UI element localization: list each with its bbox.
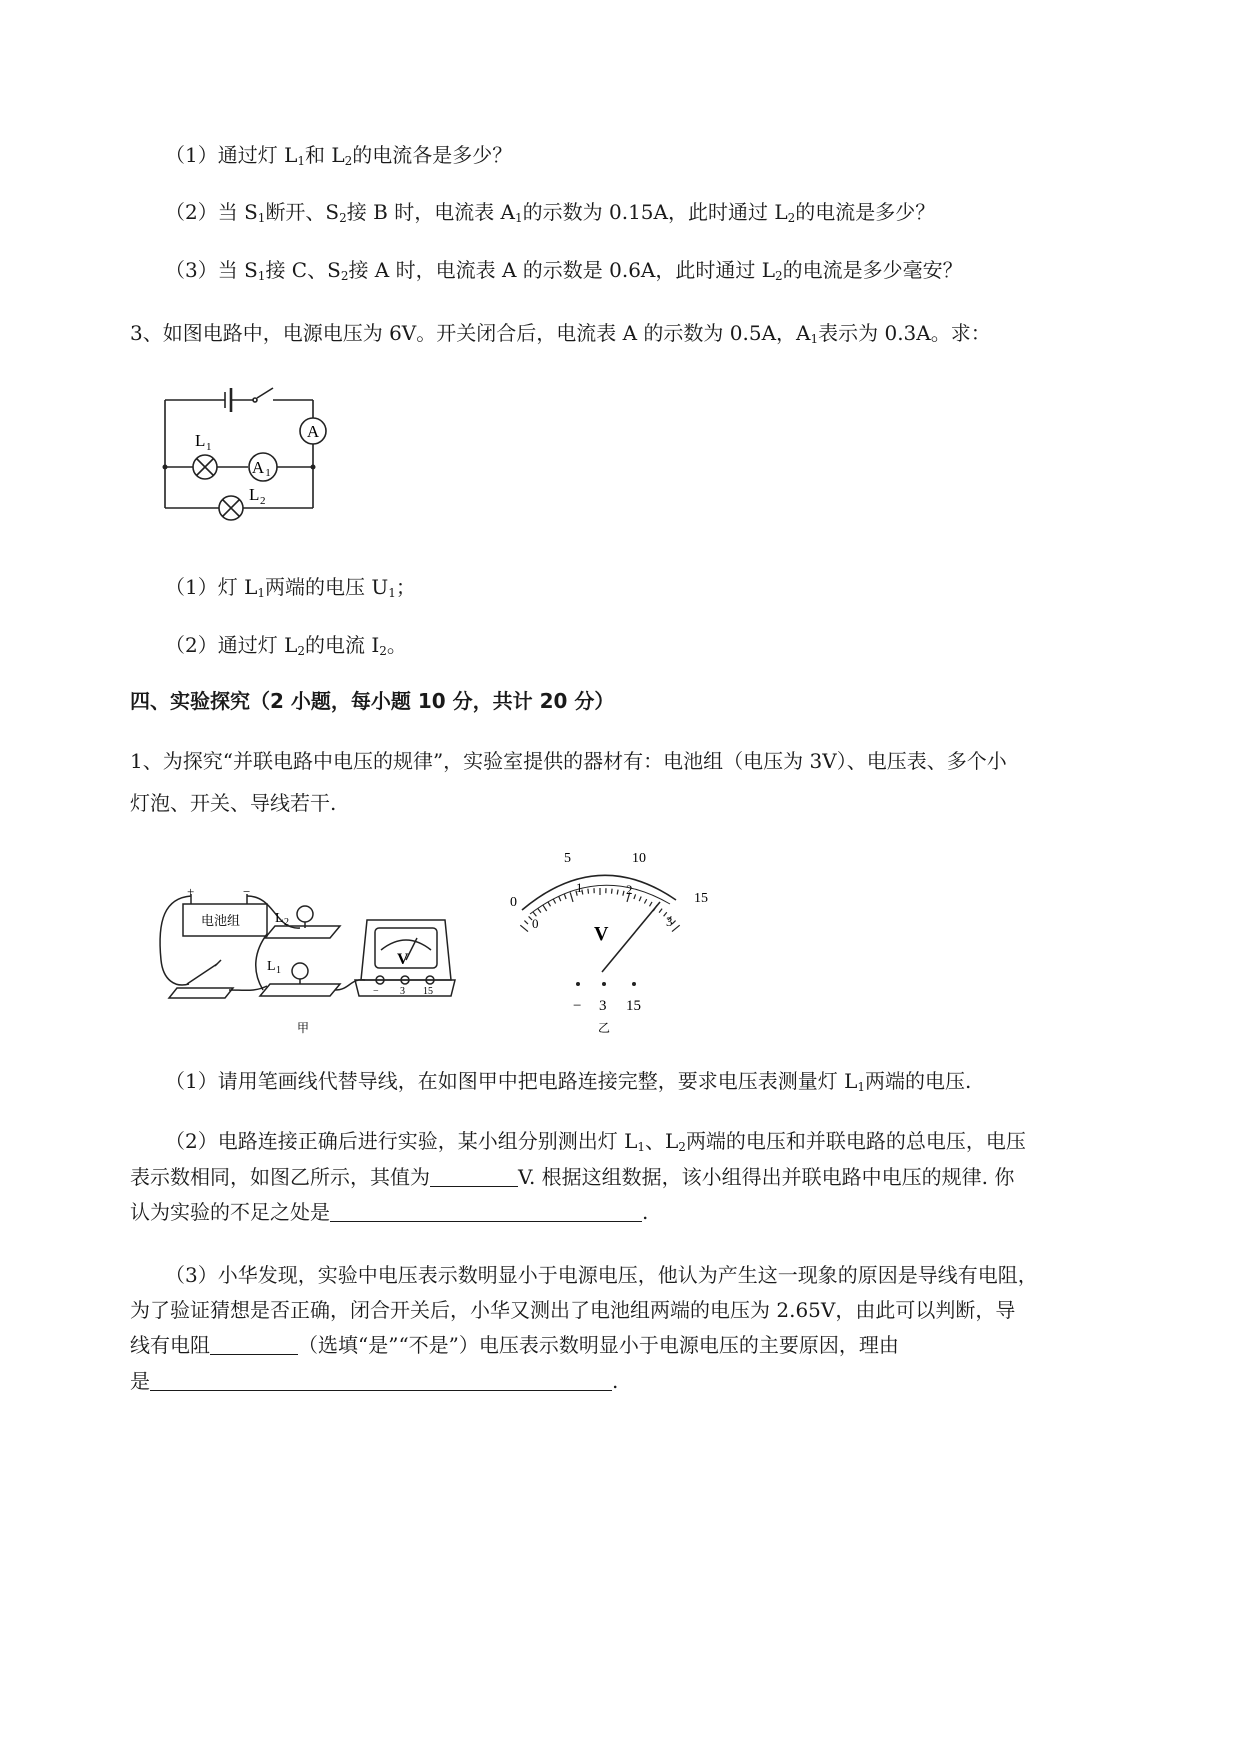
answer-blank-reason[interactable] <box>150 1370 612 1391</box>
exp1-part3-line3 <box>130 1332 899 1358</box>
dial-tick-mark <box>524 921 528 925</box>
text: 接 C、S <box>265 258 341 282</box>
text: （选填“是”“不是”）电压表示数明显小于电源电压的主要原因，理由 <box>298 1333 899 1357</box>
text: . <box>612 1369 619 1393</box>
text: 的电流是多少？ <box>795 200 936 224</box>
subscript: 2 <box>775 269 783 283</box>
dial-tick-mark <box>672 925 680 931</box>
text: 两端的电压 U <box>265 575 389 599</box>
text: 接 B 时，电流表 A <box>346 200 515 224</box>
text: 表示数相同，如图乙所示，其值为 <box>130 1165 430 1189</box>
subscript: 1 <box>810 332 819 346</box>
text: 的电流各是多少？ <box>352 143 513 167</box>
text: 表示为 0.3A。求： <box>818 321 991 345</box>
inner-tick-2: 2 <box>626 882 633 897</box>
outer-tick-15: 15 <box>694 891 708 906</box>
outer-tick-5: 5 <box>564 851 571 866</box>
dial-tick-mark <box>570 892 573 902</box>
terminal-15-label: 15 <box>423 986 433 997</box>
inner-tick-3: 3 <box>666 914 673 929</box>
outer-tick-0: 0 <box>510 895 517 910</box>
q3-part2 <box>165 632 407 658</box>
text: （2）当 S <box>165 200 258 224</box>
lamp-l1-sub: 1 <box>276 965 281 976</box>
dial-tick-mark <box>634 894 636 899</box>
subscript: 2 <box>678 1140 686 1154</box>
battery-plus-label: + <box>187 884 195 899</box>
dial-tick-mark <box>617 890 618 895</box>
dial-tick-mark <box>553 899 555 903</box>
text: （2）电路连接正确后进行实验，某小组分别测出灯 L <box>165 1129 638 1153</box>
text: （2）通过灯 L <box>165 633 298 657</box>
exp1-figure-a <box>155 880 465 1040</box>
text: 的示数为 0.15A，此时通过 L <box>522 200 788 224</box>
text: 断开、S <box>265 200 340 224</box>
text: 认为实验的不足之处是 <box>130 1200 330 1224</box>
figure-b-caption: 乙 <box>598 1021 611 1035</box>
battery-minus-label: − <box>243 884 251 899</box>
subscript: 1 <box>637 1140 646 1154</box>
text: V. 根据这组数据，该小组得出并联电路中电压的规律. 你 <box>518 1165 1015 1189</box>
lamp-l1-base-icon <box>260 984 340 996</box>
exp1-part1 <box>165 1068 971 1094</box>
text: 两端的电压和并联电路的总电压，电压 <box>685 1129 1026 1153</box>
q2-part1 <box>165 142 512 168</box>
section-heading: 四、实验探究（2 小题，每小题 10 分，共计 20 分） <box>130 689 615 713</box>
battery-label: 电池组 <box>201 913 241 928</box>
dial-tick-mark <box>538 909 541 913</box>
exp1-stem-line1: 1、为探究“并联电路中电压的规律”，实验室提供的器材有：电池组（电压为 3V）、电压表、多个小 <box>130 749 1007 773</box>
dial-tick-mark <box>612 889 613 894</box>
lamp-l2-base-icon <box>265 926 340 938</box>
ammeter-a1-sub: 1 <box>265 467 271 479</box>
subscript: 1 <box>297 154 306 168</box>
subscript: 2 <box>339 211 347 225</box>
lamp-l2-sub: 2 <box>260 495 266 507</box>
exp1-part3-line4 <box>130 1368 618 1394</box>
lamp-l1-label: L <box>267 959 276 974</box>
subscript: 1 <box>857 1080 866 1094</box>
q2-part3 <box>165 257 963 283</box>
subscript: 2 <box>344 154 353 168</box>
lamp-l1-label: L <box>195 431 206 450</box>
dial-tick-mark <box>639 897 641 902</box>
text: （1）灯 L <box>165 575 258 599</box>
subscript: 1 <box>257 269 266 283</box>
outer-tick-10: 10 <box>632 851 646 866</box>
figure-a-caption: 甲 <box>297 1021 310 1035</box>
lamp-l1-sub: 1 <box>206 441 212 453</box>
text: 两端的电压. <box>865 1069 972 1093</box>
subscript: 1 <box>257 211 266 225</box>
apparatus-svg <box>155 880 465 1040</box>
exp1-stem-line2: 灯泡、开关、导线若干. <box>130 791 337 815</box>
text: （1）通过灯 L <box>165 143 298 167</box>
switch-icon <box>169 988 233 998</box>
text: 是 <box>130 1369 150 1393</box>
needle-icon <box>602 902 660 972</box>
answer-blank-shortcoming[interactable] <box>330 1201 642 1222</box>
q2-part2 <box>165 199 935 225</box>
text: （1）请用笔画线代替导线，在如图甲中把电路连接完整，要求电压表测量灯 L <box>165 1069 858 1093</box>
exp1-part3-line2: 为了验证猜想是否正确，闭合开关后，小华又测出了电池组两端的电压为 2.65V，由此可以判断，导 <box>130 1298 1016 1322</box>
text: 接 A 时，电流表 A 的示数是 0.6A，此时通过 L <box>348 258 776 282</box>
lamp-l2-label: L <box>275 911 284 926</box>
terminal-3-label: 3 <box>400 986 405 997</box>
text: 的电流 I <box>305 633 380 657</box>
dial-tick-mark <box>659 909 662 913</box>
q3-stem <box>130 320 991 346</box>
subscript: 1 <box>515 211 523 225</box>
dial-tick-mark <box>548 902 551 906</box>
text: 、L <box>645 1129 679 1153</box>
exp1-part2-line1 <box>165 1128 1026 1154</box>
inner-tick-0: 0 <box>532 916 539 931</box>
subscript: 2 <box>379 644 387 658</box>
inner-tick-1: 1 <box>576 880 583 895</box>
subscript: 1 <box>257 586 266 600</box>
dial-tick-mark <box>650 902 653 906</box>
voltmeter-label: V <box>397 951 409 968</box>
text: 和 L <box>305 143 345 167</box>
text: 3、如图电路中，电源电压为 6V。开关闭合后，电流表 A 的示数为 0.5A，A <box>130 321 811 345</box>
exp1-part2-line2 <box>130 1164 1014 1190</box>
lamp-l2-label: L <box>249 485 260 504</box>
dial-tick-mark <box>520 925 528 931</box>
bulb-l2-icon <box>297 906 313 922</box>
exp1-part2-line3 <box>130 1199 648 1225</box>
dial-tick-mark <box>644 899 646 903</box>
voltmeter-dial-svg <box>500 842 730 1042</box>
dial-tick-mark <box>623 891 624 896</box>
text: . <box>642 1200 649 1224</box>
dial-tick-mark <box>672 921 676 925</box>
subscript: 2 <box>787 211 796 225</box>
exp1-figure-b <box>500 842 730 1042</box>
dial-terminal-3: 3 <box>599 998 607 1014</box>
dial-tick-mark <box>564 894 566 899</box>
text: 。 <box>386 633 407 657</box>
subscript: 1 <box>388 586 396 600</box>
answer-blank-voltage[interactable] <box>430 1166 518 1187</box>
terminal-minus-label: − <box>373 986 379 997</box>
dial-scale-outer <box>522 875 676 910</box>
dial-tick-mark <box>543 905 547 911</box>
subscript: 2 <box>340 269 349 283</box>
text: （3）当 S <box>165 258 258 282</box>
answer-blank-choice[interactable] <box>210 1334 298 1355</box>
text: ； <box>395 575 416 599</box>
dial-unit-label: V <box>594 923 609 945</box>
bulb-l1-icon <box>292 963 308 979</box>
dial-terminal-15: 15 <box>626 998 641 1014</box>
exp1-part3-line1: （3）小华发现，实验中电压表示数明显小于电源电压，他认为产生这一现象的原因是导线有电阻， <box>165 1263 1038 1287</box>
dial-tick-mark <box>559 897 561 902</box>
ammeter-a-label: A <box>306 422 320 441</box>
dial-terminal-minus: − <box>573 998 582 1014</box>
dial-tick-mark <box>588 889 589 894</box>
q3-circuit-diagram <box>155 380 345 525</box>
text: 的电流是多少毫安？ <box>782 258 963 282</box>
circuit-svg <box>155 380 345 525</box>
ammeter-a1-label: A <box>251 458 265 477</box>
lamp-l2-sub: 2 <box>284 917 289 928</box>
text: 线有电阻 <box>130 1333 210 1357</box>
q3-part1 <box>165 574 416 600</box>
subscript: 2 <box>297 644 306 658</box>
